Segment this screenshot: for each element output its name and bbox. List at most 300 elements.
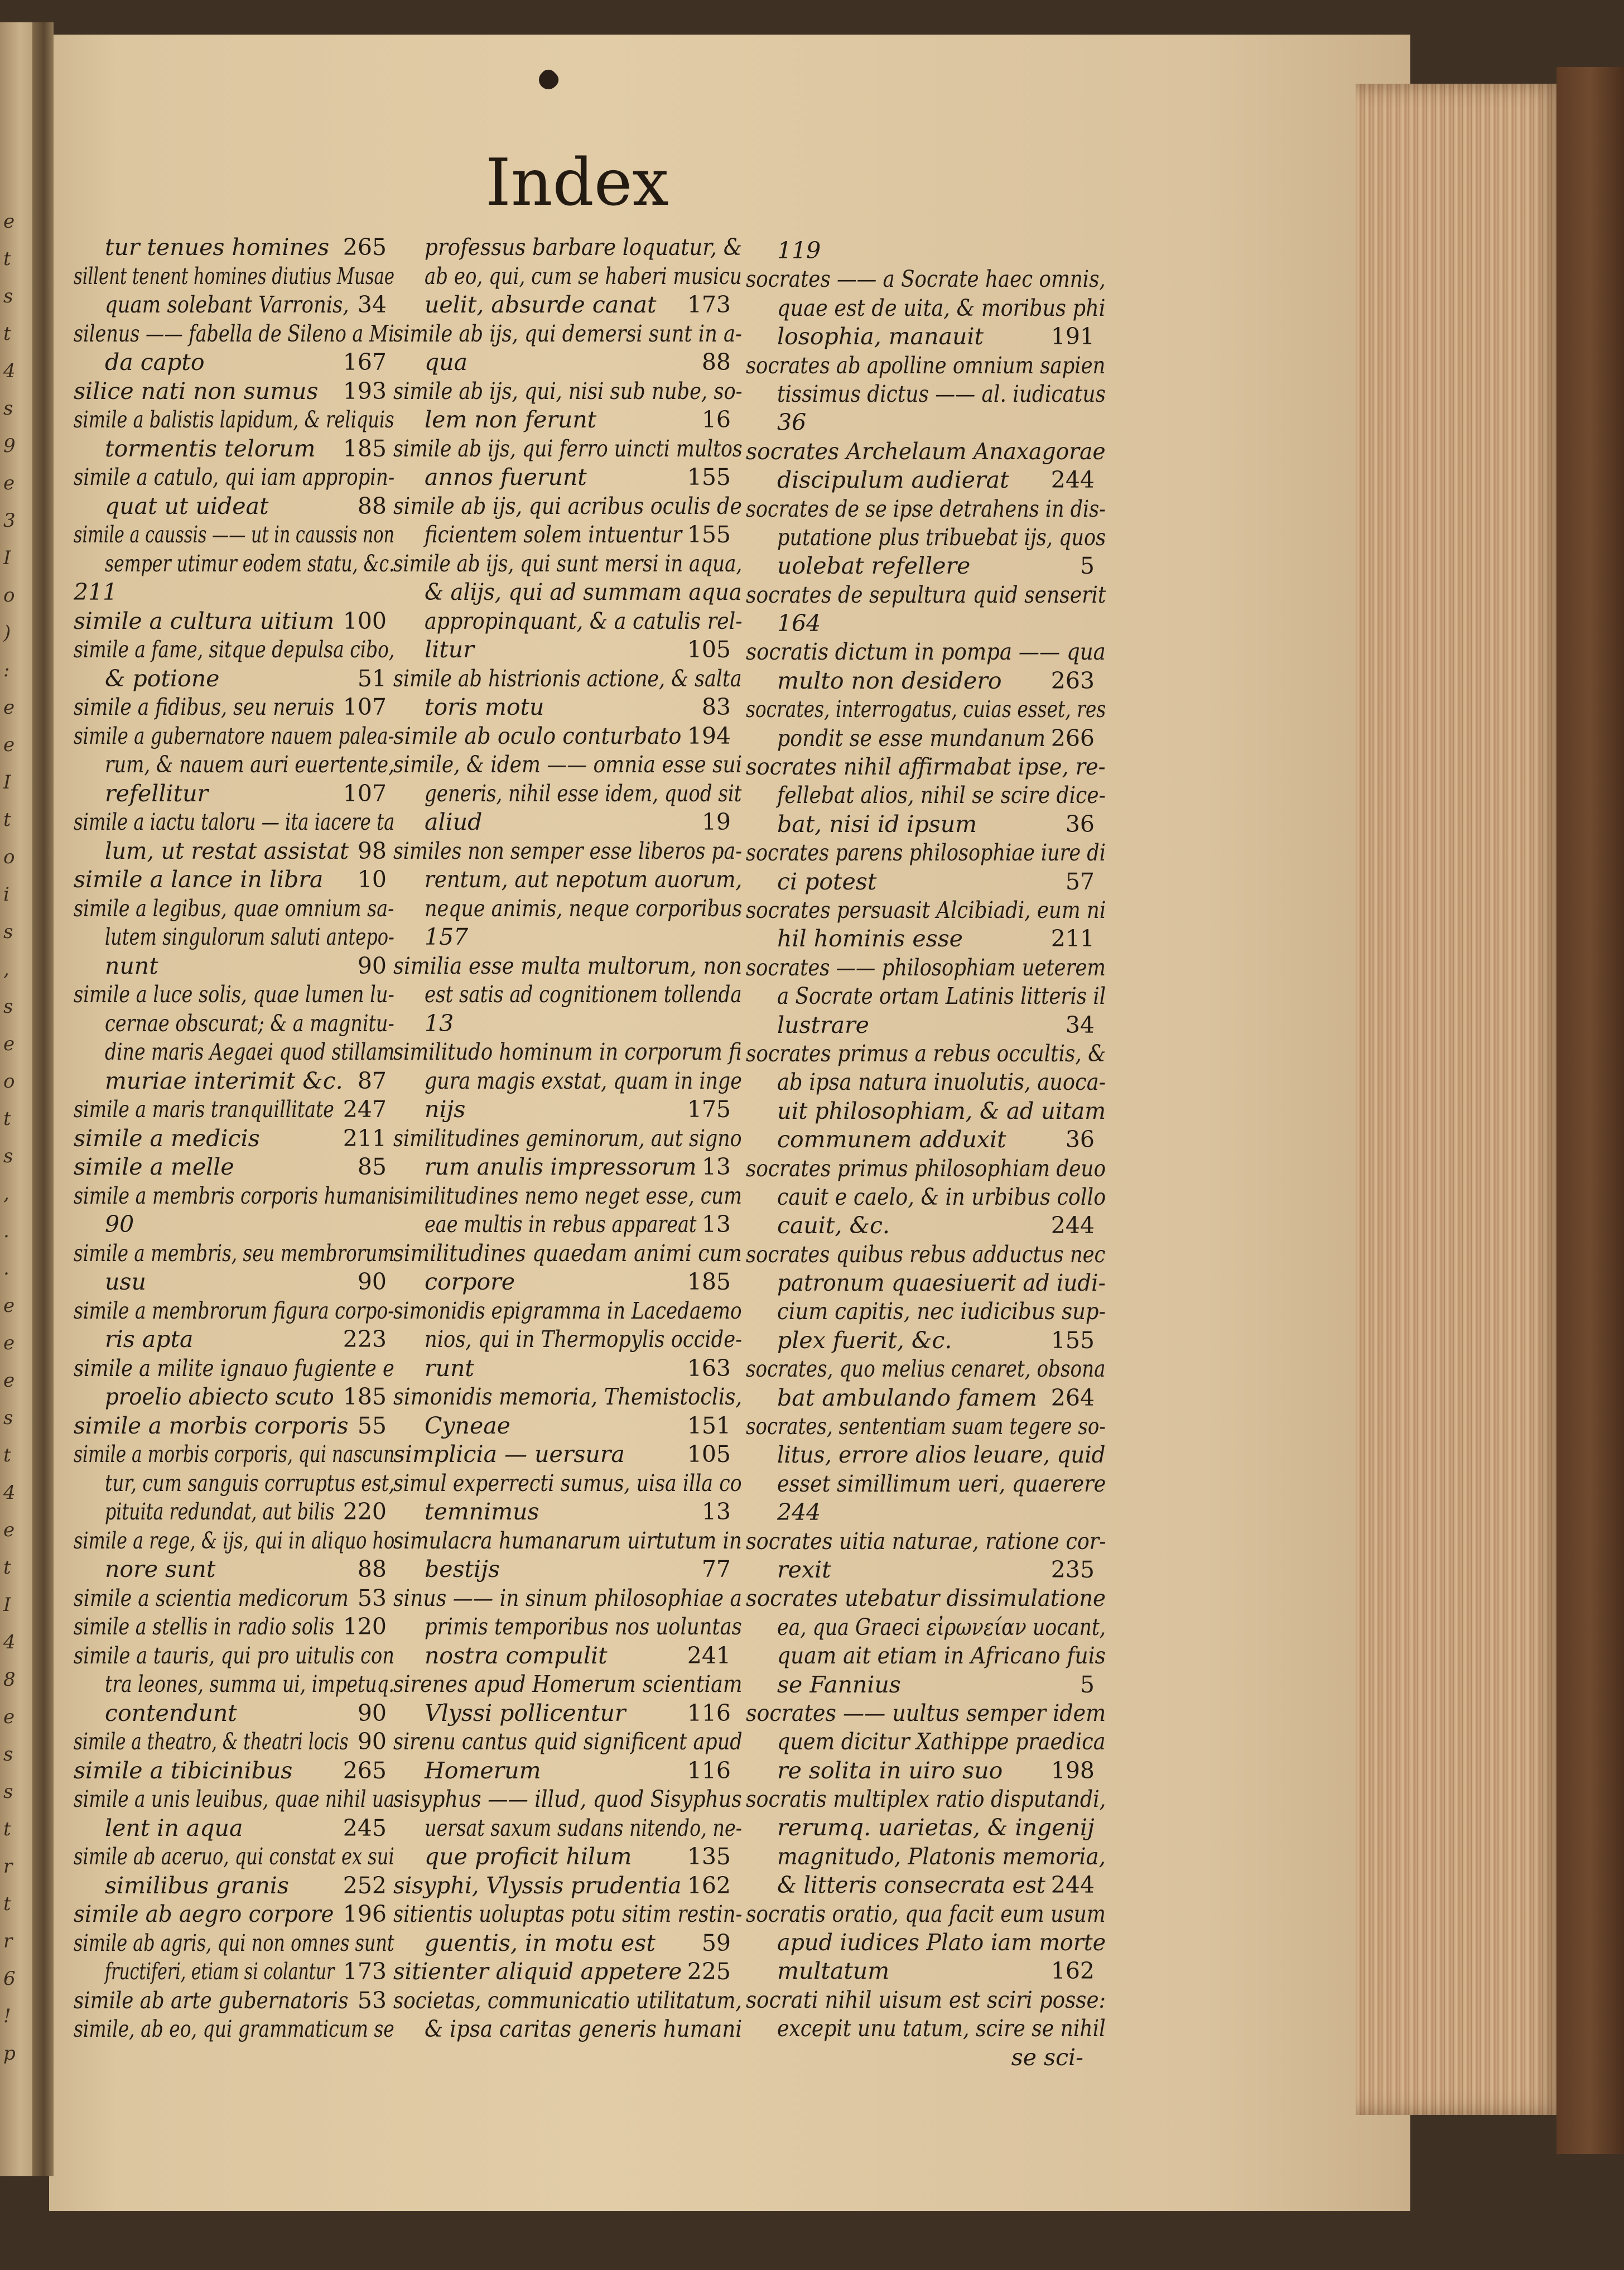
entry-text: simile a fame, sitque depulsa cibo, [74,636,395,663]
index-entry-line [74,894,394,924]
entry-text: socrates —— philosophiam ueterem [746,954,1106,981]
entry-text: similia esse multa multorum, non [393,952,743,979]
index-entry-line [393,1814,742,1843]
entry-text: simile a balistis lapidum, & reliquis [74,406,394,433]
index-entry-line [746,1040,1106,1068]
entry-page-number: 163 [687,1354,731,1382]
entry-text: societas, communicatio utilitatum, [393,1987,742,2014]
index-entry-line [393,865,742,894]
entry-text: socrates, sententiam suam tegere so- [746,1413,1106,1440]
entry-text: simile, & idem —— omnia esse sui [393,751,743,778]
entry-page-number: 85 [357,1153,387,1180]
entry-text: socratis multiplex ratio disputandi, [746,1786,1106,1813]
facing-page-letter: 4 [3,1482,16,1504]
index-entry-line [746,1097,1106,1126]
index-entry-line [74,865,394,894]
index-entry-line [746,781,1106,810]
entry-text: quat ut uideat [105,492,269,520]
entry-text: plex fuerit, &c. [777,1326,952,1354]
index-entry-line [74,550,394,579]
entry-page-number: 162 [687,1872,731,1899]
facing-page-letter: I [3,1594,11,1616]
index-entry-line [393,607,742,636]
entry-page-number: 5 [1080,1671,1095,1698]
entry-text: rum, & nauem auri euertente, [105,751,394,778]
index-entry-line [393,780,742,809]
index-entry-line [393,320,742,349]
facing-page-letter: 4 [3,1631,16,1653]
entry-text: runt [425,1354,474,1382]
index-entry-line [393,722,742,751]
entry-text: uolebat refellere [777,552,971,580]
index-entry-line [746,1527,1106,1556]
entry-text: simile ab aegro corpore [74,1901,334,1927]
entry-page-number: 51 [357,665,387,692]
index-entry-line [74,1268,394,1297]
entry-page-number: 191 [1050,323,1095,350]
entry-page-number: 196 [343,1901,387,1927]
entry-text: sillent tenent homines diutius Musae [74,262,394,290]
facing-page-letter: e [3,210,15,233]
facing-page-letter: e [3,1033,15,1055]
entry-text: lem non ferunt [425,406,597,433]
entry-text: simile a tibicinibus [74,1757,293,1784]
index-entry-line [746,896,1106,925]
index-entry-line [746,982,1106,1011]
index-entry-line [393,578,742,607]
entry-text: ris apta [105,1326,194,1353]
entry-page-number: 90 [357,1699,387,1726]
index-entry-line [746,1068,1106,1096]
index-entry-line [74,1670,394,1699]
entry-page-number: 167 [343,349,387,376]
entry-text: simile a maris tranquillitate [74,1096,334,1123]
entry-text: simile a membris, seu membrorum [74,1239,395,1267]
index-entry-line [746,352,1106,380]
entry-text: lutem singulorum saluti antepo- [105,924,394,950]
entry-text: tormentis telorum [105,435,316,462]
entry-page-number: 34 [1065,1011,1095,1038]
index-entry-line [393,636,742,665]
index-entry-line [74,1038,394,1067]
index-entry-line [74,1900,394,1929]
entry-page-number: 266 [1050,724,1095,752]
entry-page-number: 34 [357,291,387,318]
entry-text: eae multis in rebus appareat [425,1211,697,1238]
entry-text: da capto [105,349,205,376]
entry-text: simile a tauris, qui pro uitulis con [74,1642,394,1669]
index-entry-line [746,638,1106,666]
index-entry-line [393,1297,742,1326]
index-entry-line [74,1785,394,1814]
index-entry-line [393,894,742,924]
index-entry-line [393,1527,742,1556]
entry-page-number: 211 [343,1124,387,1152]
entry-text: professus barbare loquatur, & [425,234,742,261]
entry-text: nijs [425,1096,466,1123]
entry-page-number: 173 [687,291,731,318]
entry-page-number: 116 [687,1699,731,1726]
index-entry-line [74,1469,394,1498]
entry-page-number: 264 [1050,1384,1095,1411]
index-entry-line [393,1095,742,1124]
facing-page-letter: ) [3,622,11,644]
entry-text: 90 [105,1211,134,1238]
facing-page-letter: o [3,846,15,868]
entry-page-number: 57 [1065,868,1095,895]
index-entry-line [746,1957,1106,1985]
index-entry-line [393,1584,742,1613]
facing-page-letter: ! [3,2005,11,2027]
entry-text: nore sunt [105,1556,216,1583]
entry-text: 119 [777,237,821,264]
entry-text: similitudines nemo neget esse, cum [393,1182,742,1209]
index-entry-line [393,1325,742,1354]
entry-text: simile ab oculo conturbato [393,722,682,749]
entry-text: silenus —— fabella de Sileno a Mi [74,320,394,347]
index-entry-line [74,1182,394,1211]
entry-text: dine maris Aegaei quod stillam [105,1038,395,1065]
entry-text: quam solebant Varronis, [105,291,349,318]
entry-text: semper utimur eodem statu, &c. [105,550,395,577]
entry-text: uit philosophiam, & ad uitam [777,1097,1106,1124]
entry-text: simile ab ijs, qui demersi sunt in a- [393,320,742,347]
entry-text: ab ipsa natura inuolutis, auoca- [777,1069,1106,1096]
index-entry-line [393,348,742,377]
facing-page-letter: . [3,1257,9,1280]
entry-text: annos fuerunt [425,464,587,490]
entry-text: bat ambulando famem [777,1384,1037,1411]
index-entry-line [393,1009,742,1038]
index-entry-line [746,265,1106,294]
entry-text: simile ab ijs, qui, nisi sub nube, so- [393,377,743,405]
entry-text: muriae interimit &c. [105,1067,343,1094]
entry-page-number: 53 [357,1987,387,2014]
index-entry-line [746,466,1106,494]
index-entry-line [746,1183,1106,1211]
entry-text: simplicia — uersura [393,1441,625,1468]
entry-text: generis, nihil esse idem, quod sit [425,780,742,807]
entry-text: simile a scientia medicorum [74,1584,349,1612]
entry-page-number: 244 [1050,1212,1095,1239]
facing-page-letter: . [3,1220,9,1242]
entry-text: rum anulis impressorum [425,1153,697,1180]
entry-text: quam ait etiam in Africano fuis [777,1642,1106,1670]
index-entry-line [393,1354,742,1383]
book-gutter [32,22,54,2176]
entry-page-number: 77 [701,1556,731,1583]
entry-text: socrates primus a rebus occultis, & [746,1040,1106,1067]
facing-page-letter: s [3,1407,13,1429]
entry-text: socrates de sepultura quid senserit [746,581,1106,608]
entry-text: quae est de uita, & moribus phi [777,294,1106,321]
facing-page-letter: t [3,1818,11,1840]
entry-text: socrates nihil affirmabat ipse, re- [746,753,1106,781]
entry-page-number: 90 [357,1268,387,1295]
entry-text: cauit, &c. [777,1212,890,1239]
index-entry-line [746,495,1106,523]
index-entry-line [746,1699,1106,1728]
index-entry-line [74,1958,394,1987]
entry-text: tra leones, summa ui, impetuq. [105,1671,394,1697]
index-entry-line [74,463,394,492]
index-entry-line [74,262,394,291]
entry-page-number: 194 [687,722,731,749]
index-entry-line [74,1297,394,1326]
entry-text: simonidis memoria, Themistoclis, [393,1383,743,1410]
entry-page-number: 19 [701,809,731,835]
entry-page-number: 107 [343,694,387,720]
index-entry-line [746,1785,1106,1814]
entry-text: cium capitis, nec iudicibus sup- [777,1298,1106,1325]
entry-page-number: 175 [687,1096,731,1123]
index-entry-line [746,1757,1106,1785]
entry-text: ea, qua Graeci εἰρωνείαν uocant, [777,1613,1106,1641]
facing-page-letter: e [3,1706,15,1728]
facing-page-letter: t [3,248,11,270]
entry-text: se sci- [1011,2043,1083,2071]
entry-text: appropinquant, & a catulis rel- [425,607,743,634]
index-entry-line [746,1728,1106,1756]
index-entry-line [746,1671,1106,1699]
index-entry-line [74,665,394,694]
facing-page-letter: , [3,1182,9,1205]
entry-text: discipulum audierat [777,466,1009,494]
entry-text: primis temporibus nos uoluntas [425,1613,742,1640]
entry-text: simile ab agris, qui non omnes sunt [74,1929,394,1956]
index-entry-line [393,1412,742,1441]
entry-text: sisyphi, Vlyssis prudentia [393,1872,682,1899]
entry-text: usu [105,1268,146,1295]
entry-page-number: 235 [1050,1556,1095,1583]
index-entry-line [746,1871,1106,1899]
index-entry-line [746,2043,1106,2072]
entry-text: socrates quibus rebus adductus nec [746,1240,1106,1268]
entry-text: socrates uitia naturae, ratione cor- [746,1527,1106,1555]
index-entry-line [74,607,394,636]
entry-text: simile, ab eo, qui grammaticum se [74,2016,394,2042]
index-entry-line [74,1412,394,1441]
entry-page-number: 83 [701,694,731,720]
entry-text: simile a morbis corporis, qui nascun [74,1441,395,1468]
entry-page-number: 13 [701,1498,731,1525]
index-entry-line [746,1355,1106,1383]
index-entry-line [746,1556,1106,1584]
entry-page-number: 5 [1080,552,1095,580]
entry-text: & potione [105,665,220,692]
entry-text: socratis dictum in pompa —— qua [746,638,1106,666]
entry-text: ci potest [777,868,877,895]
index-entry-line [393,262,742,291]
book-binding [1556,67,1624,2154]
index-entry-line [74,1987,394,2016]
index-entry-line [74,348,394,377]
index-entry-line [74,1929,394,1958]
index-entry-line [74,923,394,952]
entry-text: socrates, quo melius cenaret, obsona [746,1355,1106,1383]
index-entry-line [393,1843,742,1872]
index-entry-line [74,980,394,1009]
facing-page-letter: 4 [3,360,16,382]
entry-text: a Socrate ortam Latinis litteris il [777,983,1106,1010]
index-entry-line [393,923,742,952]
facing-page-letter: s [3,921,13,943]
entry-text: simile a melle [74,1153,234,1180]
entry-page-number: 265 [343,1757,387,1784]
entry-text: sitienter aliquid appetere [393,1958,682,1985]
entry-text: socrates utebatur dissimulatione [746,1585,1106,1612]
index-entry-line [74,521,394,550]
index-entry-line [74,780,394,809]
entry-text: simile a morbis corporis [74,1412,349,1439]
index-entry-line [393,521,742,550]
index-entry-line [746,552,1106,580]
index-entry-line [746,954,1106,982]
entry-page-number: 88 [357,492,387,520]
index-entry-line [393,1498,742,1527]
facing-page-letter: t [3,323,11,345]
index-entry-line [74,578,394,607]
facing-page-letter: i [3,883,9,906]
index-entry-line [393,1929,742,1958]
entry-text: uelit, absurde canat [425,291,657,318]
facing-page-letter: o [3,1070,15,1093]
index-entry-line [74,1527,394,1556]
entry-text: simile a legibus, quae omnium sa- [74,894,394,922]
entry-text: pituita redundat, aut bilis [105,1498,335,1525]
entry-text: quem dicitur Xathippe praedica [777,1728,1106,1756]
entry-text: simile a catulo, qui iam appropin- [74,464,395,490]
entry-text: cernae obscurat; & a magnitu- [105,1009,394,1037]
entry-text: 211 [74,579,118,605]
entry-page-number: 13 [701,1153,731,1180]
entry-text: socrates, interrogatus, cuias esset, res [746,696,1106,723]
entry-page-number: 135 [687,1843,731,1870]
entry-text: apud iudices Plato iam morte [777,1929,1106,1956]
index-entry-line [74,406,394,435]
entry-page-number: 225 [687,1958,731,1985]
index-entry-line [746,1900,1106,1928]
index-entry-line [74,693,394,722]
entry-text: nios, qui in Thermopylis occide- [425,1326,743,1353]
index-entry-line [746,1326,1106,1355]
index-entry-line [746,1814,1106,1842]
index-entry-line [746,1470,1106,1498]
entry-page-number: 211 [1050,925,1095,953]
entry-text: rexit [777,1556,831,1583]
index-entry-line [746,868,1106,896]
entry-text: cauit e caelo, & in urbibus collo [777,1183,1106,1210]
index-entry-line [74,1872,394,1901]
entry-text: & litteris consecrata est [777,1872,1045,1899]
entry-text: simile a medicis [74,1124,260,1152]
entry-text: socrati nihil uisum est sciri posse: [746,1986,1106,2013]
facing-page-letter: : [3,659,10,681]
entry-page-number: 88 [701,349,731,376]
entry-page-number: 155 [1050,1326,1095,1354]
entry-text: bat, nisi id ipsum [777,810,977,838]
facing-page-letter: e [3,696,15,719]
entry-page-number: 53 [357,1584,387,1612]
entry-text: fructiferi, etiam si colantur [105,1958,335,1985]
entry-text: simile a membris corporis humani [74,1182,394,1209]
index-entry-line [746,753,1106,781]
index-entry-line [393,1210,742,1239]
entry-page-number: 88 [357,1556,387,1583]
entry-page-number: 36 [1065,1126,1095,1153]
entry-text: qua [425,349,468,376]
index-column-3 [746,237,1106,2072]
entry-text: simile a iactu taloru — ita iacere ta [74,809,395,835]
facing-page-letter: s [3,397,13,420]
entry-text: tur tenues homines [105,234,330,261]
entry-text: litur [425,636,474,663]
entry-text: refellitur [105,780,209,807]
entry-text: tur, cum sanguis corruptus est, [105,1469,395,1497]
index-entry-line [393,751,742,780]
facing-page-letter: I [3,771,11,793]
entry-text: excepit unu tatum, scire se nihil [777,2015,1106,2042]
index-entry-line [74,722,394,751]
index-entry-line [393,1987,742,2016]
index-entry-line [393,1239,742,1268]
index-entry-line [393,291,742,320]
facing-page-letter: r [3,1930,13,1952]
entry-page-number: 244 [1050,1872,1095,1899]
index-entry-line [393,1785,742,1814]
entry-text: rentum, aut nepotum auorum, [425,866,743,893]
entry-text: magnitudo, Platonis memoria, [777,1843,1106,1870]
entry-text: Homerum [425,1757,541,1784]
index-entry-line [74,1095,394,1124]
entry-text: nostra compulit [425,1642,608,1669]
index-entry-line [74,952,394,981]
index-entry-line [393,1670,742,1699]
entry-text: socrates Archelaum Anaxagorae [746,437,1106,465]
facing-page-letter: e [3,1519,15,1541]
entry-text: esset simillimum ueri, quaerere [777,1470,1106,1497]
entry-text: simul experrecti sumus, uisa illa co [393,1469,742,1497]
page-stack-fore-edge [1356,84,1568,2115]
entry-text: que proficit hilum [425,1843,632,1870]
entry-text: est satis ad cognitionem tollenda [425,981,742,1008]
facing-page-letter: 9 [3,435,16,457]
entry-page-number: 120 [343,1613,387,1640]
index-entry-line [393,1699,742,1728]
index-entry-line [393,1555,742,1584]
entry-page-number: 107 [343,780,387,807]
index-entry-line [74,1354,394,1383]
index-entry-line [74,1843,394,1872]
entry-text: simile ab arte gubernatoris [74,1987,349,2014]
entry-page-number: 198 [1050,1757,1095,1784]
entry-text: sinus —— in sinum philosophiae a [393,1584,743,1612]
index-entry-line [746,1498,1106,1527]
entry-text: simulacra humanarum uirtutum in [393,1527,742,1554]
entry-page-number: 265 [343,234,387,261]
entry-text: silice nati non sumus [74,377,319,405]
entry-text: simile a membrorum figura corpo- [74,1297,394,1324]
facing-page-letter: o [3,584,15,607]
entry-text: socrates primus philosophiam deuo [746,1155,1106,1182]
entry-page-number: 105 [687,636,731,663]
index-entry-line [746,1928,1106,1957]
index-entry-line [393,1757,742,1786]
index-entry-line [74,1009,394,1038]
facing-page-letter: t [3,1444,11,1466]
entry-text: toris motu [425,694,544,720]
index-entry-line [74,1498,394,1527]
